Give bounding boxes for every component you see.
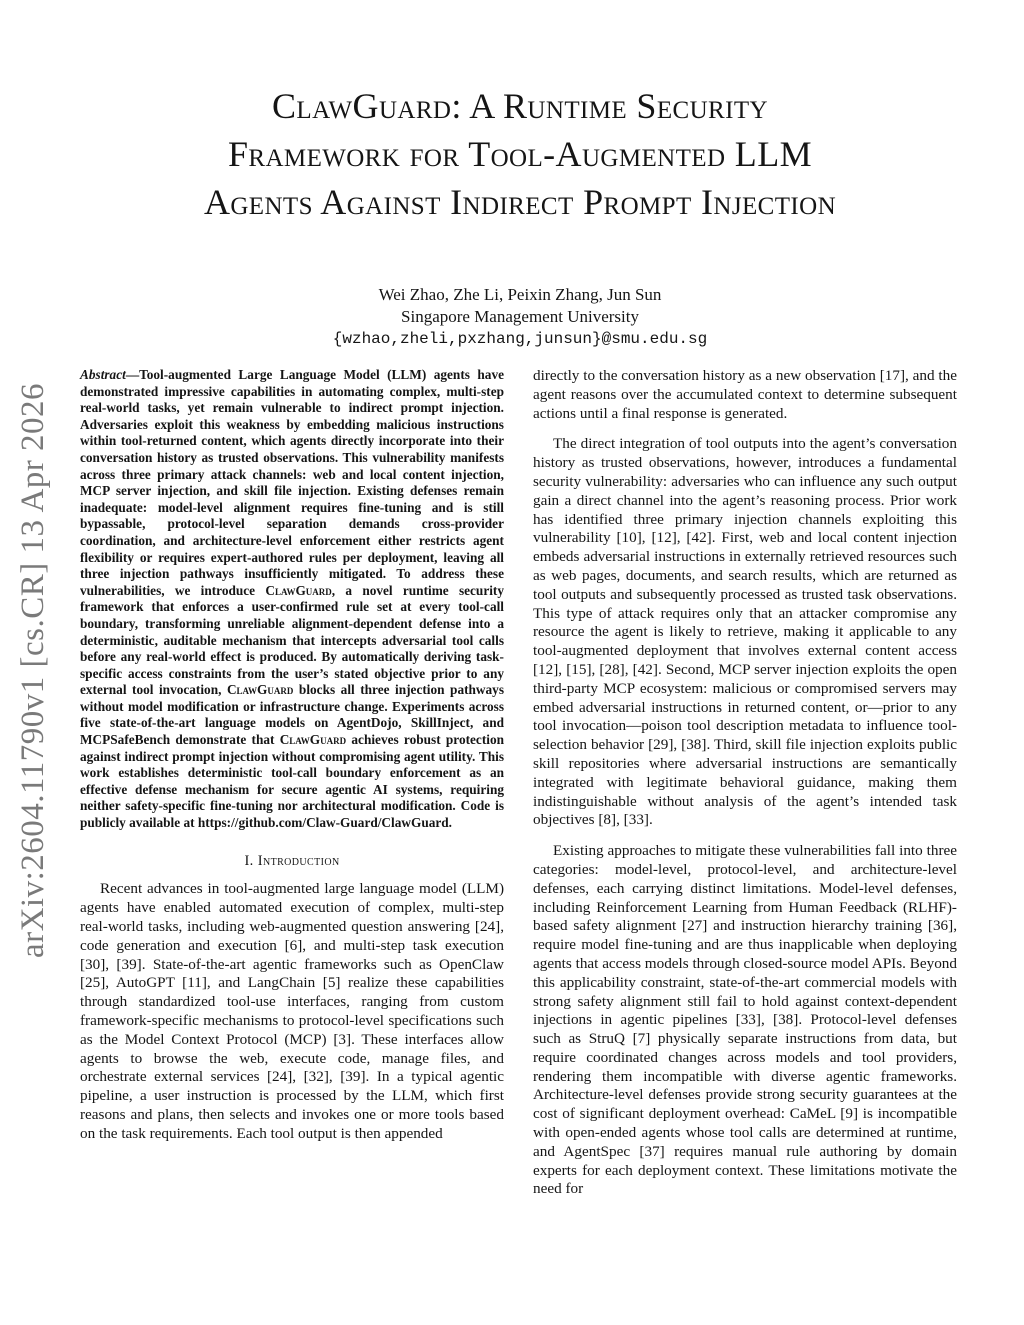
abstract-text-d: achieves robust protection against indirect prompt injection without compromising agent utility. This work establishes deterministic tool-call boundary enforcement as an effective defense mechanism for secure agentic AI systems, requiring neither safety-specific fine-tuning nor architectural modification. Code is publicly available at https://github.com/Claw-Guard/ClawGuard. (80, 732, 504, 831)
clawguard-name: ClawGuard (279, 732, 347, 748)
author-block (60, 284, 980, 350)
intro-paragraph-1: Recent advances in tool-augmented large language model (LLM) agents have enabled automated execution of complex, multi-step real-world tasks, including web-augmented question answering [24], code generation and execution [6], and multi-step task execution [30], [39]. State-of-the-art agentic frameworks such as OpenClaw [25], AutoGPT [11], and LangChain [5] realize these capabilities through standardized tool-use interfaces, ranging from custom framework-specific mechanisms to protocol-level specifications such as the Model Context Protocol (MCP) [3]. These interfaces allow agents to browse the web, execute code, manage files, and orchestrate external services [24], [32], [39]. In a typical agentic pipeline, a user instruction is processed by the LLM, which first reasons and plans, then selects and invokes one or more tools based on the task requirements. Each tool output is then appended (80, 880, 504, 1142)
arxiv-identifier (4, 380, 64, 960)
clawguard-name: ClawGuard (265, 582, 332, 598)
abstract-text-a: —Tool-augmented Large Language Model (LLM) agents have demonstrated impressive capabilities in automating complex, multi-step real-world tasks, yet remain vulnerable to indirect prompt injection. Adversaries exploit this weakness by embedding malicious instructions within tool-returned content, which agents directly incorporate into their conversation history as trusted observations. This vulnerability manifests across three primary attack channels: web and local content injection, MCP server injection, and skill file injection. Existing defenses remain inadequate: model-level alignment requires fine-tuning and is still bypassable, protocol-level separation demands cross-provider coordination, and architecture-level enforcement either restricts agent flexibility or requires expert-authored rules per deployment, leaving all three injection pathways insufficiently mitigated. To address these vulnerabilities, we introduce (80, 367, 504, 598)
abstract-text-c: blocks all three injection pathways without model modification or infrastructure change. Experiments across five state-of-the-art language models on AgentDojo, SkillInject, and MCPSafeBench demonstrate that (80, 682, 504, 748)
title-line-1: ClawGuard: A Runtime Security (272, 86, 768, 126)
abstract (80, 367, 504, 832)
author-affiliation: Singapore Management University (401, 307, 639, 326)
intro-paragraph-3: Existing approaches to mitigate these vulnerabilities fall into three categories: model-level, protocol-level, and architecture-level defenses, each carrying distinct limitations. Model-level defenses, including Reinforcement Learning from Human Feedback (RLHF)-based safety alignment [27] and instruction hierarchy training [36], require model fine-tuning and are thus inapplicable when deploying agents that access models through closed-source model APIs. Beyond this applicability constraint, state-of-the-art commercial models with strong safety alignment still fail to hold against context-dependent injections in agentic pipelines [33], [38]. Protocol-level defenses such as StruQ [7] physically separate instructions from data, but require coordinated changes across models and tool providers, rendering them incompatible with diverse agentic frameworks. Architecture-level defenses provide strong security guarantees at the cost of significant deployment overhead: CaMeL [9] is incompatible with open-ended agents whose tool calls are determined at runtime, and AgentSpec [37] requires manual rule authoring by domain experts for each deployment context. These limitations motivate the need for (533, 842, 957, 1198)
right-column (533, 367, 957, 1211)
abstract-text-b: , a novel runtime security framework that enforces a user-confirmed rule set at every tool-call boundary, transforming unreliable alignment-dependent defense into a deterministic, auditable mechanism that intercepts adversarial tool calls before any real-world effect is produced. By automatically deriving task-specific access constraints from the user’s stated objective prior to any external tool invocation, (80, 582, 504, 698)
title-line-3: Agents Against Indirect Prompt Injection (203, 182, 837, 222)
clawguard-name: ClawGuard (226, 682, 294, 698)
left-column (80, 367, 504, 1156)
title-line-2: Framework for Tool-Augmented LLM (227, 134, 813, 174)
arxiv-identifier-text: arXiv:2604.11790v1 [cs.CR] 13 Apr 2026 (15, 382, 52, 958)
author-email: {wzhao,zheli,pxzhang,junsun}@smu.edu.sg (332, 330, 708, 348)
intro-paragraph-2: The direct integration of tool outputs into the agent’s conversation history as trusted observations, however, introduces a fundamental security vulnerability: adversaries who can influence any such output gain a direct channel into the agent’s reasoning process. Prior work has identified three primary injection channels exploiting this vulnerability [10], [12], [42]. First, web and local content injection embeds adversarial instructions in externally retrieved resources such as web pages, documents, and search results, which are returned as tool outputs and subsequently processed as trusted task observations. This type of attack requires only that an attacker compromise any resource the agent is likely to retrieve, making it applicable to any tool-augmented deployment that involves external content access [12], [15], [28], [42]. Second, MCP server injection exploits the open third-party MCP ecosystem: malicious or compromised servers may embed adversarial instructions in returned content, or—prior to any tool invocation—poison tool description metadata to influence tool-selection behavior [29], [38]. Third, skill file injection exploits public skill repositories where adversarial instructions are semantically integrated with legitimate behavioral guidance, making them indistinguishable without analysis of the agent’s intended task objectives [8], [33]. (533, 435, 957, 829)
author-names: Wei Zhao, Zhe Li, Peixin Zhang, Jun Sun (378, 285, 662, 304)
section-heading-introduction: I. Introduction (244, 852, 340, 869)
abstract-label: Abstract (80, 367, 126, 382)
paper-title (60, 82, 980, 226)
intro-paragraph-1-continued: directly to the conversation history as a new observation [17], and the agent reasons over the accumulated context to determine subsequent actions until a final response is generated. (533, 367, 957, 422)
